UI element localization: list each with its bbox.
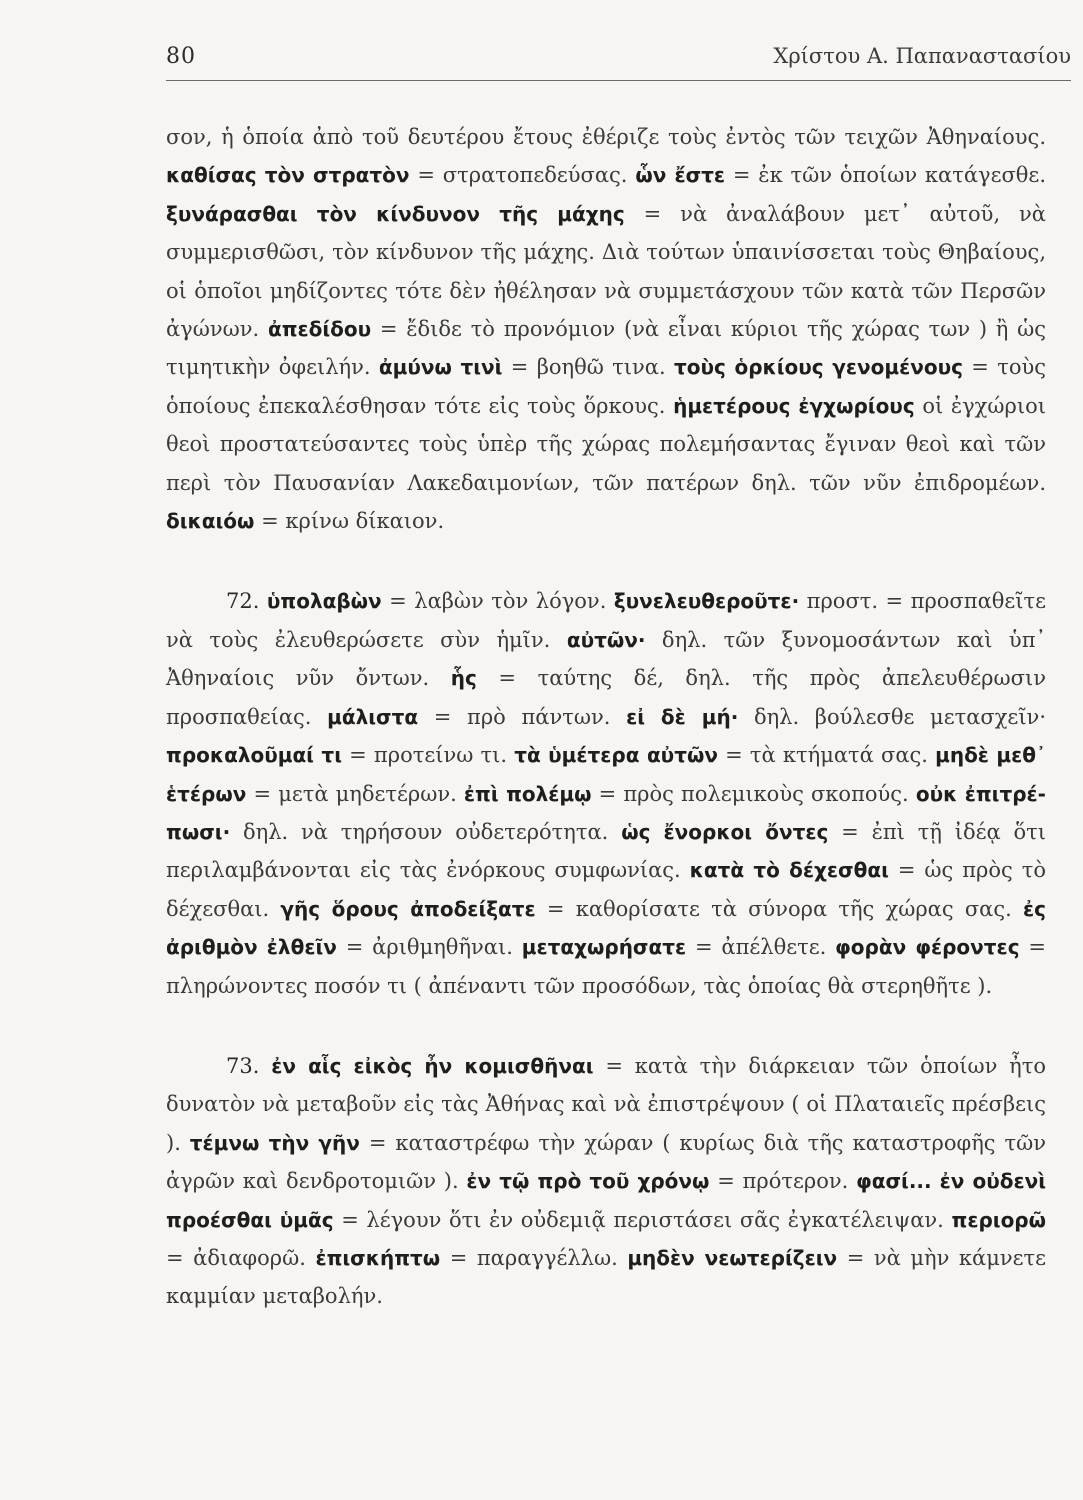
lemma-term: μηδὲ μεθ᾿ ἑτέρων [166,743,1046,806]
lemma-term: φασί... ἐν οὐδενὶ προέσθαι ὑμᾶς [166,1169,1047,1232]
lemma-term: ἐπὶ πολέμῳ [463,781,592,806]
gloss-text: = καθορίσατε τὰ σύνορα τῆς χώρας σας. [535,896,1023,921]
gloss-text: = παραγγέλλω. [440,1245,628,1270]
gloss-text: οἱ ἐγχώριοι θεοὶ προστατεύσαντες τοὺς ὑπὲρ τῆς χώρας πολεμήσαντας ἔγιναν θεοὶ καὶ τῶν περὶ τὸν Παυσανίαν Λακεδαιμονίων, τῶν πατέρων δηλ. τῶν νῦν ἐπιδρομέων. [166,393,1046,495]
gloss-text: = λέγουν ὅτι ἐν οὐδεμιᾷ περιστάσει σᾶς ἐγκατέλειψαν. [333,1207,952,1232]
gloss-text: = πρότερον. [709,1169,857,1194]
lemma-term: τοὺς ὁρκίους γενομένους [673,355,963,380]
paragraph-continuation [166,118,1046,540]
gloss-text: σον, ἡ ὁποία ἀπὸ τοῦ δευτέρου ἔτους ἐθέριζε τοὺς ἐντὸς τῶν τειχῶν Ἀθηναίους. [166,125,1046,149]
lemma-term: προκαλοῦμαί τι [166,743,342,768]
gloss-text: = ἀριθμηθῆναι. [336,935,522,960]
lemma-term: ξυνελευθεροῦτε· [613,589,800,614]
gloss-text: = πρὸ πάντων. [418,704,627,729]
gloss-text: = βοηθῶ τινα. [502,355,674,380]
lemma-term: ἐς ἀριθμὸν ἐλθεῖν [166,896,1046,960]
gloss-text: = ὡς πρὸς τὸ δέχεσθαι. [166,858,1046,921]
paragraph-73 [166,1047,1046,1316]
lemma-term: ἐπισκήπτω [315,1245,441,1270]
lemma-term: ξυνάρασθαι τὸν κίνδυνον τῆς μάχης [166,201,625,226]
lemma-term: τέμνω τὴν γῆν [189,1130,360,1155]
gloss-text: = πρὸς πολεμικοὺς σκοπούς. [591,781,916,806]
lemma-term: μηδὲν νεωτερίζειν [627,1245,838,1270]
gloss-text: = κατὰ τὴν διάρκειαν τῶν ὁποίων ἦτο δυνατὸν νὰ μεταβοῦν εἰς τὰς Ἀθήνας καὶ νὰ ἐπιστρέψουν ( οἱ Πλαταιεῖς πρέσβεις ). [166,1053,1046,1155]
page-header [166,44,1071,80]
gloss-text: = λαβὼν τὸν λόγον. [381,589,614,614]
gloss-text: = τοὺς ὁποίους ἐπεκαλέσθησαν τότε εἰς τοὺς ὅρκους. [166,355,1047,418]
lemma-term: ἐν αἷς εἰκὸς ἦν κομισθῆναι [271,1053,594,1078]
gloss-text: = κρίνω δίκαιον. [254,509,445,534]
lemma-term: τὰ ὑμέτερα αὐτῶν [514,743,718,768]
gloss-text: = καταστρέφω τὴν χώραν ( κυρίως διὰ τῆς καταστροφῆς τῶν ἀγρῶν καὶ δενδροτομιῶν ). [166,1130,1046,1194]
lemma-term: μεταχωρήσατε [521,935,687,960]
lemma-term: ὧν ἔστε [635,163,726,188]
lemma-term: ἀπεδίδου [267,317,372,342]
gloss-text: = νὰ ἀναλάβουν μετ᾿ αὐτοῦ, νὰ συμμερισθῶσι, τὸν κίνδυνον τῆς μάχης. Διὰ τούτων ὑπαινίσσεται τοὺς Θηβαίους, οἱ ὁποῖοι μηδίζοντες τότε δὲν ἠθέλησαν νὰ συμμετάσχουν τῶν κατὰ τῶν Περσῶν ἀγώνων. [166,201,1046,342]
gloss-text: δηλ. βούλεσθε μετασχεῖν· [738,704,1046,729]
lemma-term: ἐν τῷ πρὸ τοῦ χρόνῳ [466,1169,710,1194]
gloss-text: = ἔδιδε τὸ προνόμιον (νὰ εἶναι κύριοι τῆς χώρας των ) ἢ ὡς τιμητικὴν ὀφειλήν. [166,317,1047,380]
lemma-term: αὐτῶν· [566,627,646,652]
lemma-term: εἰ δὲ μή· [626,704,739,729]
gloss-text: = ἀπέλθετε. [686,935,836,960]
lemma-term: δικαιόω [166,509,255,534]
lemma-term: ἀμύνω τινὶ [378,355,503,380]
lemma-term: ὑπολαβὼν [266,589,382,614]
lemma-term: ἧς [450,666,477,691]
running-head-author: Χρίστου Α. Παπαναστασίου [773,44,1071,68]
gloss-text: = ἀδιαφορῶ. [166,1245,316,1270]
lemma-term: κατὰ τὸ δέχεσθαι [689,858,889,883]
page-number: 80 [166,44,196,69]
gloss-text: = ἐκ τῶν ὁποίων κατάγεσθε. [725,163,1046,188]
lemma-term: περιορῶ [951,1207,1047,1232]
paragraph-number: 73. [226,1053,272,1078]
gloss-text: προστ. = προσπαθεῖτε νὰ τοὺς ἐλευθερώσετε σὺν ἡμῖν. [166,589,1047,652]
commentary-body [166,118,1046,1316]
gloss-text: δηλ. τῶν ξυνομοσάντων καὶ ὑπ᾿ Ἀθηναίοις νῦν ὄντων. [166,627,1046,691]
lemma-term: γῆς ὅρους ἀποδείξατε [280,896,536,921]
lemma-term: ὡς ἔνορκοι ὄντες [621,819,829,844]
gloss-text: = νὰ μὴν κάμνετε καμμίαν μεταβολήν. [166,1245,1046,1309]
paragraph-72 [166,582,1046,1004]
lemma-term: μάλιστα [327,704,419,729]
gloss-text: = στρατοπεδεύσας. [409,163,636,188]
lemma-term: ἡμετέρους ἐγχωρίους [673,393,915,418]
lemma-term: φορὰν φέροντες [835,935,1020,960]
header-rule [166,80,1071,81]
gloss-text: = ἐπὶ τῇ ἰδέᾳ ὅτι περιλαμβάνονται εἰς τὰς ἐνόρκους συμφωνίας. [166,819,1046,883]
gloss-text: = πληρώνοντες ποσόν τι ( ἀπέναντι τῶν προσόδων, τὰς ὁποίας θὰ στερηθῆτε ). [166,935,1046,998]
gloss-text: = τὰ κτήματά σας. [717,743,936,768]
gloss-text: = ταύτης δέ, δηλ. τῆς πρὸς ἀπελευθέρωσιν προσπαθείας. [166,666,1046,729]
gloss-text: = μετὰ μηδετέρων. [246,781,464,806]
gloss-text: = προτείνω τι. [342,743,515,768]
lemma-term: καθίσας τὸν στρατὸν [166,163,410,188]
paragraph-number: 72. [226,589,267,614]
gloss-text: δηλ. νὰ τηρήσουν οὐδετερότητα. [230,819,622,844]
lemma-term: οὐκ ἐπιτρέπωσι· [166,781,1046,844]
